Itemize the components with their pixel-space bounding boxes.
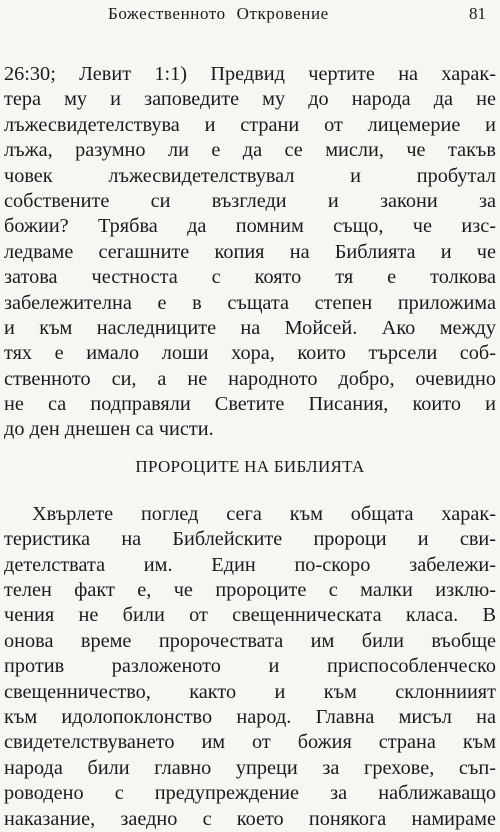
text-line: детелствата им. Един по-скоро забележи- <box>4 553 496 576</box>
text-line: чения не били от свещенническата класа. В <box>4 604 496 627</box>
text-line: не са подправяли Светите Писания, които и <box>4 393 496 416</box>
text-line: лъжесвидетелствува и страни от лицемерие и <box>4 113 496 136</box>
text-line: и към наследниците на Мойсей. Ако между <box>4 316 496 339</box>
text-line: 26:30; Левит 1:1) Предвид чертите на харак- <box>4 63 496 85</box>
text-line: роводено с предупреждение за наближаващо <box>4 782 496 805</box>
text-line: лъжа, разумно ли е да се мисли, че такъв <box>4 139 496 162</box>
text-line: онова време пророчествата им били въобще <box>4 629 496 652</box>
text-line: Хвърлете поглед сега към общата харак- <box>32 502 496 525</box>
text-line: тера му и заповедите му до народа да не <box>4 88 496 111</box>
paragraph-2 <box>4 502 496 832</box>
text-line: теристика на Библейските пророци и сви- <box>4 528 496 551</box>
text-line: до ден днешен са чисти. <box>4 418 214 441</box>
paragraph-1 <box>4 62 496 443</box>
text-line: към идолопоклонство народ. Главна мисъл на <box>4 705 496 728</box>
text-line: свидетелствуването им от божия страна към <box>4 731 496 754</box>
text-line: телен факт е, че пророците с малки изклю- <box>4 579 496 602</box>
text-line: тях е имало лоши хора, които търсели соб- <box>4 342 496 365</box>
section-heading: ПРОРОЦИТЕ НА БИБЛИЯТА <box>135 456 365 476</box>
text-line: затова честноста с която тя е толкова <box>4 266 496 289</box>
page-header <box>0 4 500 28</box>
text-line: ственното си, а не народното добро, очевидно <box>4 367 496 390</box>
text-line: народа били главно упреци за грехове, съп- <box>4 756 496 779</box>
text-line: божии? Трябва да помним също, че изс- <box>4 215 496 238</box>
page-number: 81 <box>469 4 486 23</box>
text-line: свещенничество, както и към склонниият <box>4 680 496 703</box>
text-line: против разложеното и приспособленческо <box>4 655 496 678</box>
text-line: човек лъжесвидетелствувал и пробутал <box>4 164 496 187</box>
text-line: наказание, заедно с което понякога намираме <box>4 807 496 830</box>
text-line: забележителна е в същата степен приложима <box>4 291 496 314</box>
text-line: ледваме сегашните копия на Библията и че <box>4 240 496 263</box>
running-title: Божественното Откровение <box>108 4 329 23</box>
text-line: собствените си възгледи и закони за <box>4 189 496 212</box>
page-body <box>4 62 496 832</box>
